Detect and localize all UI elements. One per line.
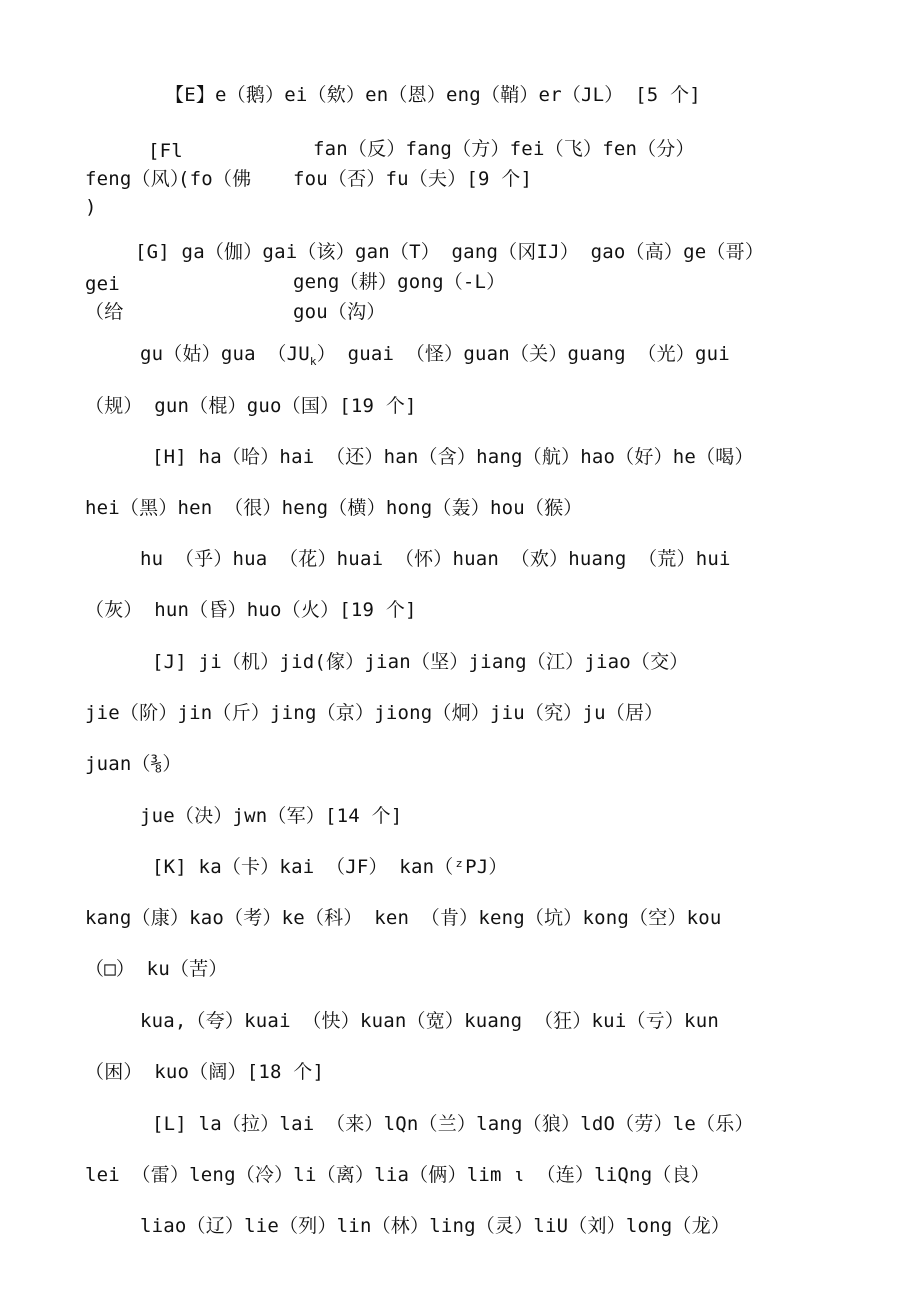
line-h-3: hu （乎）hua （花）huai （怀）huan （欢）huang （荒）hui [140, 548, 731, 570]
line-g-1: [G] ga（伽）gai（该）gan（T） gang（冈IJ） gao（高）ge（哥） [135, 241, 765, 263]
line-j-1: [J] ji（机）jid(傢）jian（坚）jiang（江）jiao（交） [152, 651, 689, 673]
line-e: 【E】e（鹅）ei（欸）en（恩）eng（鞘）er（JL） [5 个] [165, 84, 701, 106]
line-j-4: jue（决）jwn（军）[14 个] [140, 805, 403, 827]
line-f-2c: ) [85, 196, 97, 218]
line-f-2d: fou（否）fu（夫）[9 个] [293, 168, 533, 190]
line-f-2a: feng（风） [85, 168, 190, 190]
line-g-2b: （给 [85, 301, 124, 323]
line-g-3: gou（沟） [293, 301, 386, 323]
line-l-1: [L] la（拉）lai （来）lQn（兰）lang（狼）ldO（劳）le（乐） [152, 1113, 754, 1135]
line-k-4: kua,（夸）kuai （快）kuan（宽）kuang （狂）kui（亏）kun [140, 1010, 719, 1032]
line-f-label: [Fl [148, 140, 183, 162]
line-g-4: gu（姑）gua $(JU_k)$ guai （怪）guan（关）guang （光）gui [140, 343, 730, 368]
line-j-3: juan（⅜） [85, 753, 182, 775]
line-l-3: liao（辽）lie（列）lin（林）ling（灵）liU（刘）long（龙） [140, 1215, 731, 1237]
line-g-2c: geng（耕）gong（-L） [293, 271, 506, 293]
line-g-5: （规） gun（棍）guo（国）[19 个] [85, 395, 417, 417]
line-h-1: [H] ha（哈）hai （还）han（含）hang（航）hao（好）he（喝） [152, 446, 754, 468]
line-h-2: hei（黑）hen （很）heng（横）hong（轰）hou（猴） [85, 497, 583, 519]
line-h-4: （灰） hun（昏）huo（火）[19 个] [85, 599, 417, 621]
line-j-2: jie（阶）jin（斤）jing（京）jiong（炯）jiu（究）ju（居） [85, 702, 664, 724]
line-g-2a: gei [85, 273, 120, 295]
line-f-2b: (fo（佛 [178, 168, 252, 190]
line-k-5: （困） kuo（阔）[18 个] [85, 1061, 325, 1083]
line-k-3: （□） ku（苦） [85, 958, 228, 980]
line-l-2: lei （雷）leng（冷）li（离）lia（俩）lim ι （连）liQng（良） [85, 1164, 710, 1186]
line-k-2: kang（康）kao（考）ke（科） ken （肯）keng（坑）kong（空）kou [85, 907, 722, 929]
line-f-1: fan（反）fang（方）fei（飞）fen（分） [313, 138, 695, 160]
line-k-1: [K] ka（卡）kai （JF） kan（ᶻPJ） [152, 856, 508, 878]
